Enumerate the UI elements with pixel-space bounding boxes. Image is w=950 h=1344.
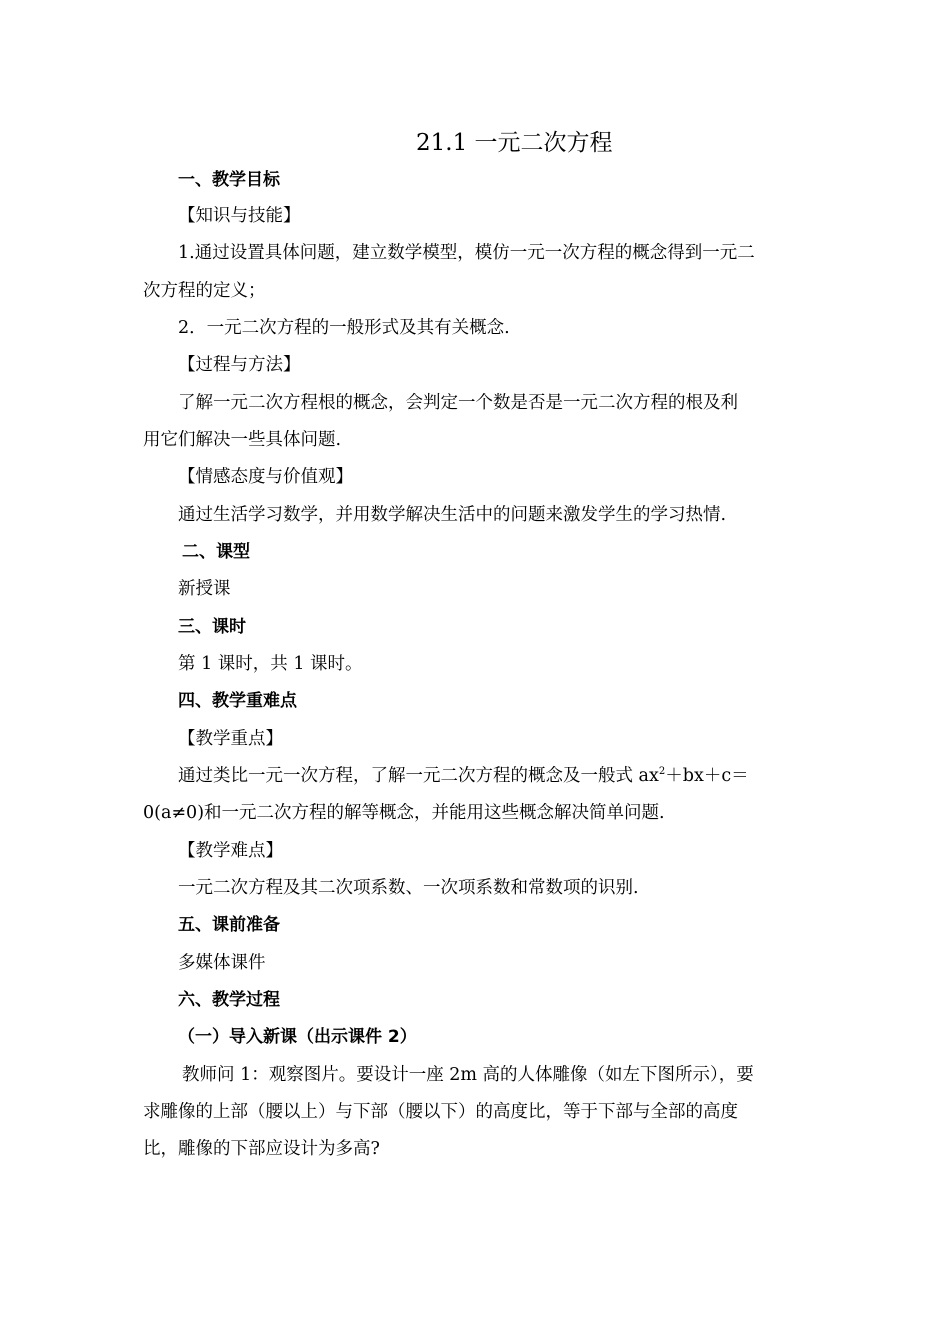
paragraph-line: 多媒体课件 (178, 953, 266, 973)
paragraph-line: 第 1 课时，共 1 课时。 (178, 654, 363, 674)
formula-text: ＋bx＋c＝ (665, 766, 749, 786)
section-heading-periods: 三、课时 (178, 617, 246, 637)
section-heading-process: 六、教学过程 (178, 990, 280, 1010)
subheading-key: 【教学重点】 (178, 729, 283, 749)
paragraph-line: 新授课 (178, 579, 231, 599)
paragraph-line: 一元二次方程及其二次项系数、一次项系数和常数项的识别. (178, 878, 639, 898)
paragraph-line: 2．一元二次方程的一般形式及其有关概念. (178, 318, 510, 338)
paragraph-line: 求雕像的上部（腰以上）与下部（腰以下）的高度比，等于下部与全部的高度 (143, 1102, 738, 1122)
section-heading-key-points: 四、教学重难点 (178, 691, 297, 711)
subsection-heading-intro: （一）导入新课（出示课件 2） (178, 1027, 417, 1047)
exponent: 2 (658, 766, 666, 777)
page-title: 21.1 一元二次方程 (416, 130, 613, 156)
formula-text: 通过类比一元一次方程，了解一元二次方程的概念及一般式 ax (178, 766, 659, 786)
paragraph-line (178, 765, 749, 787)
paragraph-line: 用它们解决一些具体问题. (143, 430, 342, 450)
section-heading-objectives: 一、教学目标 (178, 170, 280, 190)
paragraph-line: 通过生活学习数学，并用数学解决生活中的问题来激发学生的学习热情. (178, 505, 727, 525)
subheading-knowledge: 【知识与技能】 (178, 206, 301, 226)
subheading-difficulty: 【教学难点】 (178, 841, 283, 861)
paragraph-line: 比，雕像的下部应设计为多高? (143, 1139, 380, 1159)
section-heading-preparation: 五、课前准备 (178, 915, 280, 935)
subheading-emotion: 【情感态度与价值观】 (178, 467, 353, 487)
section-heading-lesson-type: 二、课型 (182, 542, 250, 562)
paragraph-line: 次方程的定义； (143, 281, 266, 301)
paragraph-line: 了解一元二次方程根的概念，会判定一个数是否是一元二次方程的根及利 (178, 393, 738, 413)
paragraph-line: 1.通过设置具体问题，建立数学模型，模仿一元一次方程的概念得到一元二 (178, 243, 755, 263)
paragraph-line: 0(a≠0)和一元二次方程的解等概念，并能用这些概念解决简单问题. (143, 803, 665, 823)
paragraph-line: 教师问 1：观察图片。要设计一座 2m 高的人体雕像（如左下图所示），要 (182, 1065, 754, 1085)
subheading-process: 【过程与方法】 (178, 355, 301, 375)
